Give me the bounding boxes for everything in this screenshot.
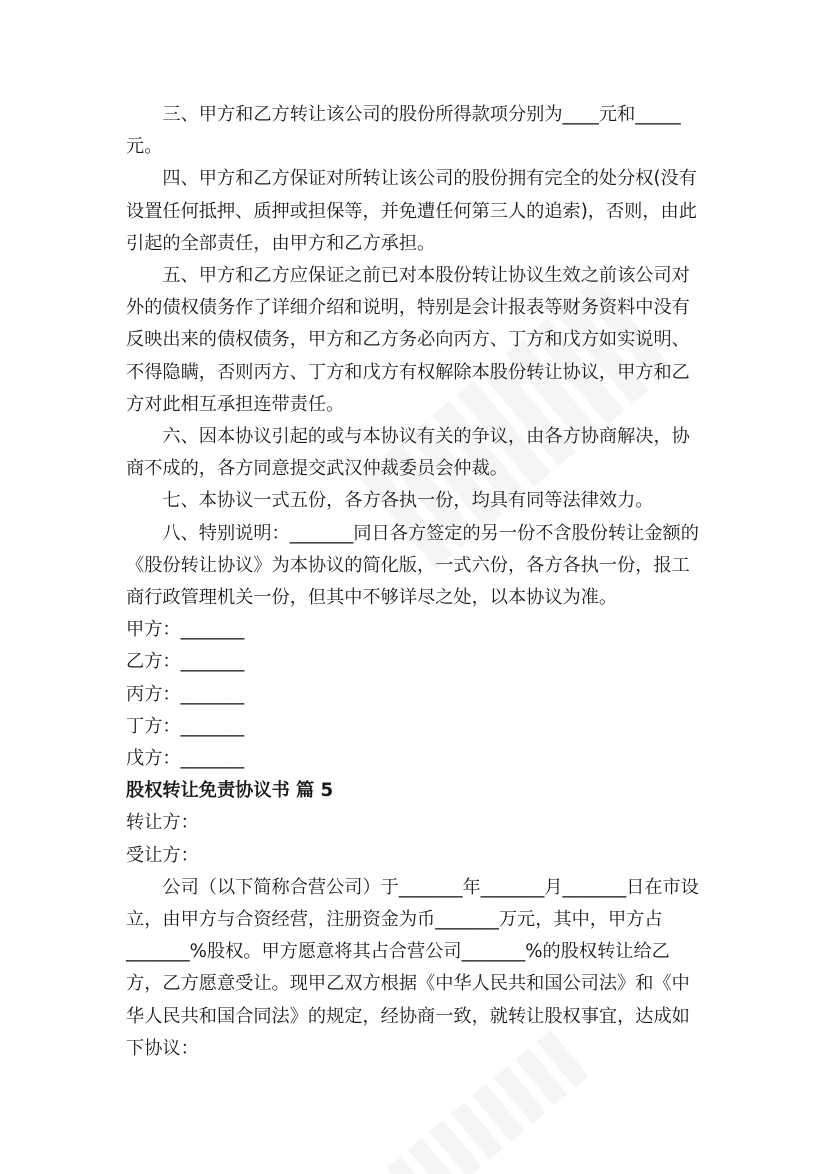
signature-party-c: 丙方：_______ <box>126 683 245 705</box>
intro-paragraph: 公司（以下简称合营公司）于_______年_______月_______日在市设立，由甲方与合资经营，注册资金为币_______万元，其中，甲方占_______%股权。甲方愿意将其占合营公司_______%的股权转让给乙方，乙方愿意受让。现甲乙双方根据《中华人民共和国公司法》和《中华人民共和国合同法》的规定，经协商一致，就转让股权事宜，达成如下协议： <box>126 876 699 1059</box>
signature-party-d: 丁方：_______ <box>126 715 245 737</box>
clause-3: 三、甲方和乙方转让该公司的股份所得款项分别为____元和_____元。 <box>126 104 681 158</box>
signature-party-b: 乙方：_______ <box>126 651 245 673</box>
transferor-line: 转让方： <box>126 812 199 834</box>
clause-7: 七、本协议一式五份，各方各执一份，均具有同等法律效力。 <box>162 490 654 512</box>
document-body <box>126 99 706 1065</box>
clause-8: 八、特别说明：_______同日各方签定的另一份不含股份转让金额的《股份转让协议》为本协议的简化版，一式六份，各方各执一份，报工商行政管理机关一份，但其中不够详尽之处，以本协议为准。 <box>126 522 699 609</box>
signature-party-e: 戊方：_______ <box>126 748 245 770</box>
transferee-line: 受让方： <box>126 844 199 866</box>
signature-party-a: 甲方：_______ <box>126 619 245 641</box>
section-heading: 股权转让免责协议书 篇 5 <box>126 780 334 802</box>
clause-5: 五、甲方和乙方应保证之前已对本股份转让协议生效之前该公司对外的债权债务作了详细介绍和说明，特别是会计报表等财务资料中没有反映出来的债权债务，甲方和乙方务必向丙方、丁方和戊方如实说明、不得隐瞒，否则丙方、丁方和戊方有权解除本股份转让协议，甲方和乙方对此相互承担连带责任。 <box>126 265 690 415</box>
clause-4: 四、甲方和乙方保证对所转让该公司的股份拥有完全的处分权(没有设置任何抵押、质押或担保等，并免遭任何第三人的追索)，否则，由此引起的全部责任，由甲方和乙方承担。 <box>126 168 697 254</box>
clause-6: 六、因本协议引起的或与本协议有关的争议，由各方协商解决，协商不成的，各方同意提交武汉仲裁委员会仲裁。 <box>126 426 690 480</box>
